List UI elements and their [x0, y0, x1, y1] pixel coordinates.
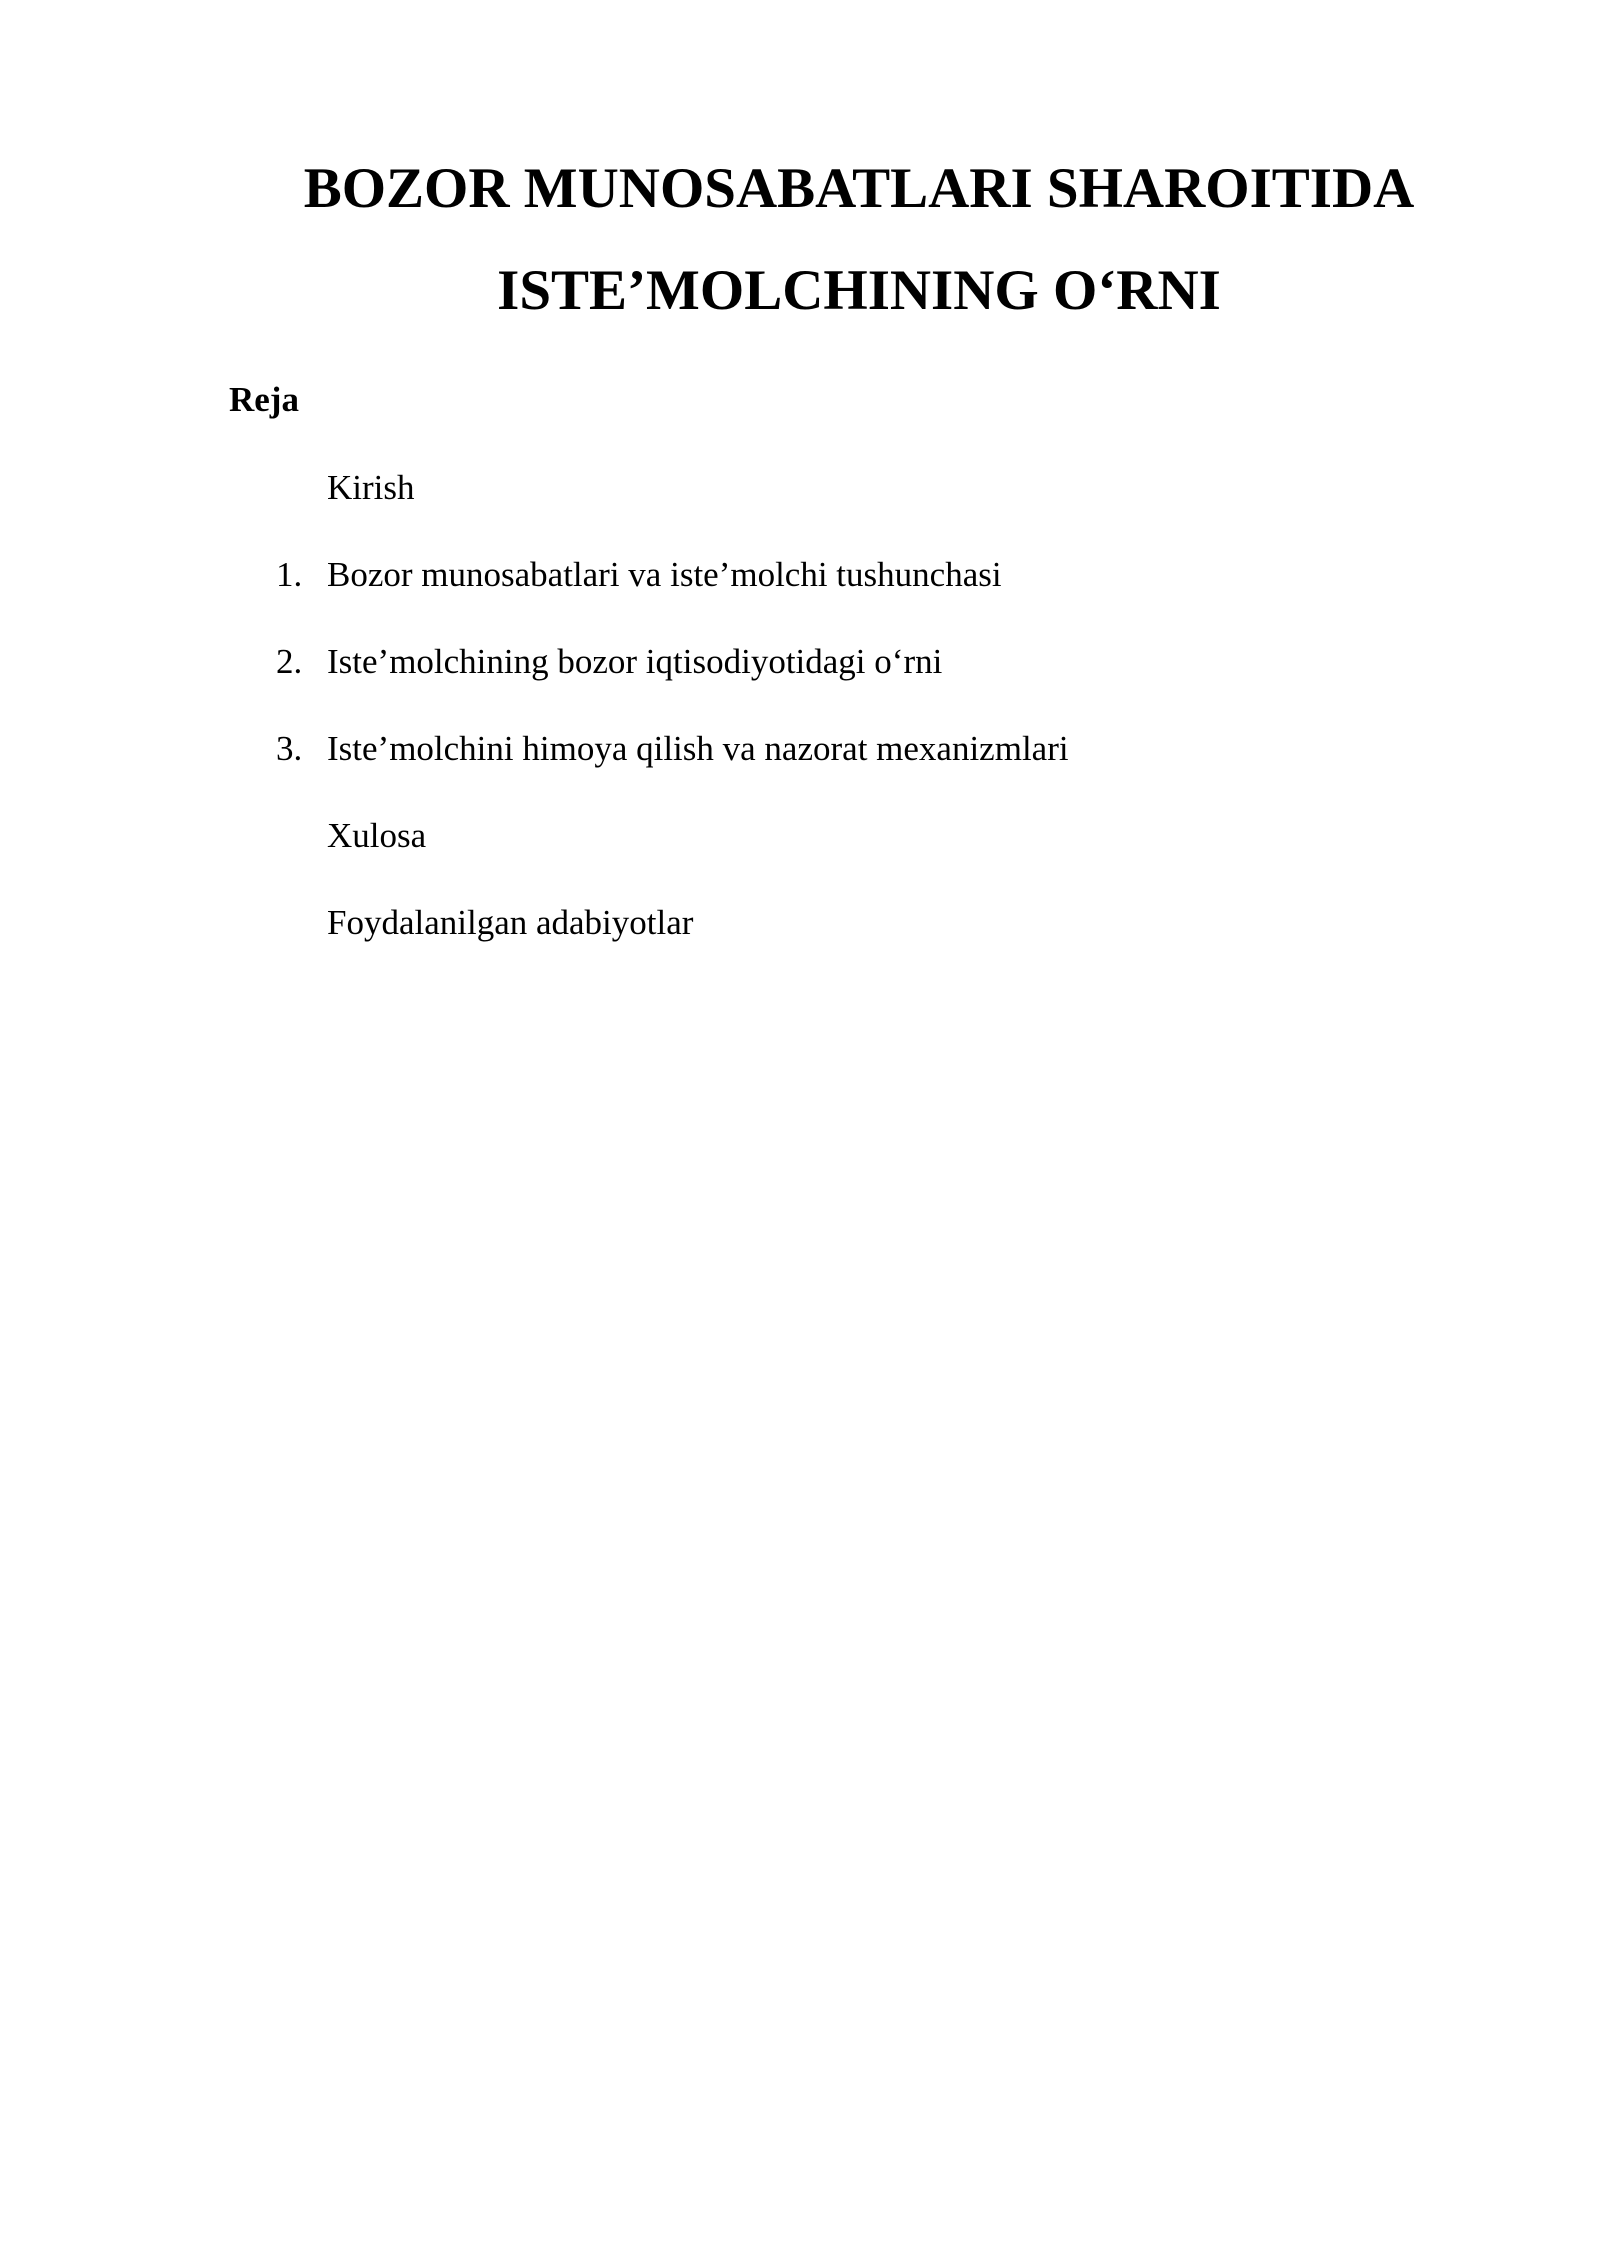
plan-item-text: Iste’molchini himoya qilish va nazorat mexanizmlari — [327, 729, 1069, 768]
document-title-line-1: BOZOR MUNOSABATLARI SHAROITIDA — [303, 157, 1415, 220]
plan-item-number: 2. — [276, 642, 303, 681]
plan-item-text: Bozor munosabatlari va iste’molchi tushunchasi — [327, 555, 1002, 594]
document-title-line-2: ISTE’MOLCHINING O‘RNI — [497, 259, 1221, 322]
plan-item-number: 3. — [276, 729, 303, 768]
plan-item-number: 1. — [276, 555, 303, 594]
plan-item-text: Xulosa — [327, 816, 427, 855]
plan-item-text: Foydalanilgan adabiyotlar — [327, 903, 694, 942]
plan-heading: Reja — [229, 380, 299, 419]
plan-item-text: Iste’molchining bozor iqtisodiyotidagi o‘rni — [327, 642, 943, 681]
plan-item-text: Kirish — [327, 468, 415, 507]
